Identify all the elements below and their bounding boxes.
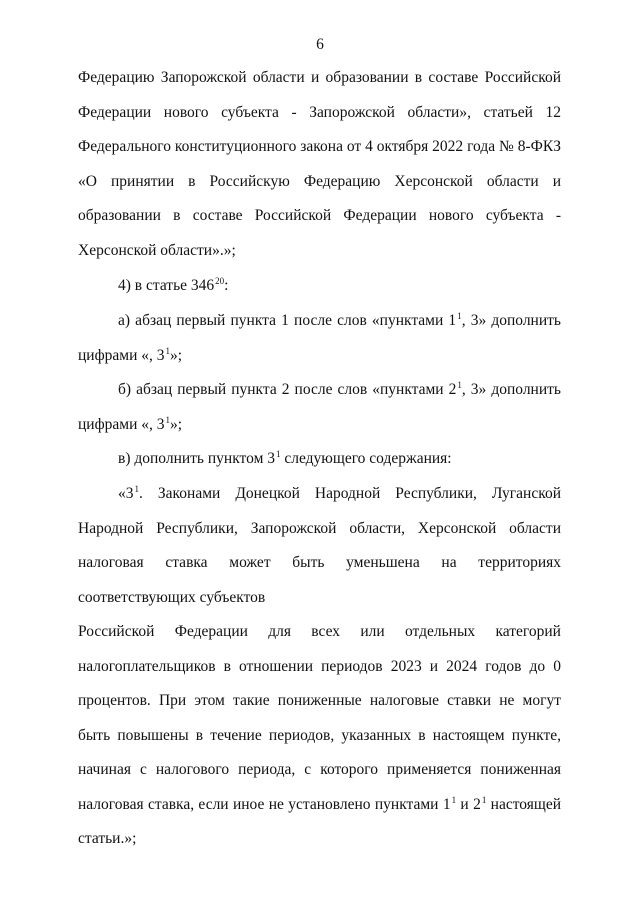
superscript: 1 (134, 484, 139, 494)
subitem-b-text-2: , 3» дополнить цифрами «, 3 (78, 381, 561, 433)
quoted-paragraph-part-1 (78, 477, 561, 615)
subitem-a-text-2: , 3» дополнить цифрами «, 3 (78, 312, 561, 364)
subitem-b-text-3: »; (170, 415, 183, 433)
superscript: 1 (165, 345, 170, 356)
subitem-b-text-1: б) абзац первый пункта 2 после слов «пунктами 2 (118, 381, 457, 398)
quoted-paragraph-part-2 (78, 650, 561, 857)
quote-text-4: и 2 (456, 795, 481, 813)
quoted-paragraph (78, 477, 561, 857)
quote-text-3: налогоплательщиков в отношении периодов 2023 и 2024 годов до 0 процентов. При этом такие пониженные налоговые ставки не могут быть повышены в течение периодов, указанных в настоящем пункте, начиная с налогового периода, с которого применяется пониженная налоговая ставка, если иное не установлено пунктами 1 (78, 657, 561, 813)
page-number: 6 (316, 36, 324, 53)
spread-line (78, 615, 561, 650)
superscript: 1 (457, 311, 462, 321)
quote-text-1: «3 (118, 485, 134, 502)
subitem-a-text-1: а) абзац первый пункта 1 после слов «пунктами 1 (118, 312, 457, 329)
paragraph-item-4 (78, 269, 561, 304)
item-4-text: 4) в статье 346 (118, 277, 215, 294)
subitem-v-text-1: в) дополнить пунктом 3 (118, 450, 275, 467)
word: Российской (78, 623, 155, 640)
superscript: 1 (451, 794, 457, 805)
word: Федерации (174, 623, 248, 640)
word: для (268, 623, 291, 640)
word: или (360, 623, 385, 640)
quote-text-5: настоящей статьи.»; (78, 795, 561, 847)
subitem-a-text-3: »; (170, 346, 183, 364)
word: категорий (495, 623, 561, 640)
item-4-colon: : (224, 277, 229, 294)
paragraph-subitem-b (78, 373, 561, 442)
paragraph-subitem-v (78, 442, 561, 477)
subitem-v-text-2: следующего содержания: (280, 450, 452, 467)
paragraph-subitem-a (78, 304, 561, 373)
superscript: 1 (165, 414, 170, 425)
word: всех (311, 623, 341, 640)
superscript: 1 (481, 794, 487, 805)
superscript: 1 (457, 380, 462, 390)
superscript: 20 (215, 276, 225, 286)
paragraph-continuation: Федерацию Запорожской области и образовании в составе Российской Федерации нового субъекта - Запорожской области», статьей 12 Федерального конституционного закона от 4 октября 2022 года № 8-ФКЗ «О принятии в Российскую Федерацию Херсонской области и образовании в составе Российской Федерации нового субъекта - Херсонской области».»; (78, 69, 561, 259)
quote-text-2: . Законами Донецкой Народной Республики, Луганской Народной Республики, Запорожской области, Херсонской области налоговая ставка может быть уменьшена на территориях соответствующих субъектов (78, 485, 561, 606)
word: отдельных (404, 623, 476, 640)
superscript: 1 (276, 449, 281, 459)
